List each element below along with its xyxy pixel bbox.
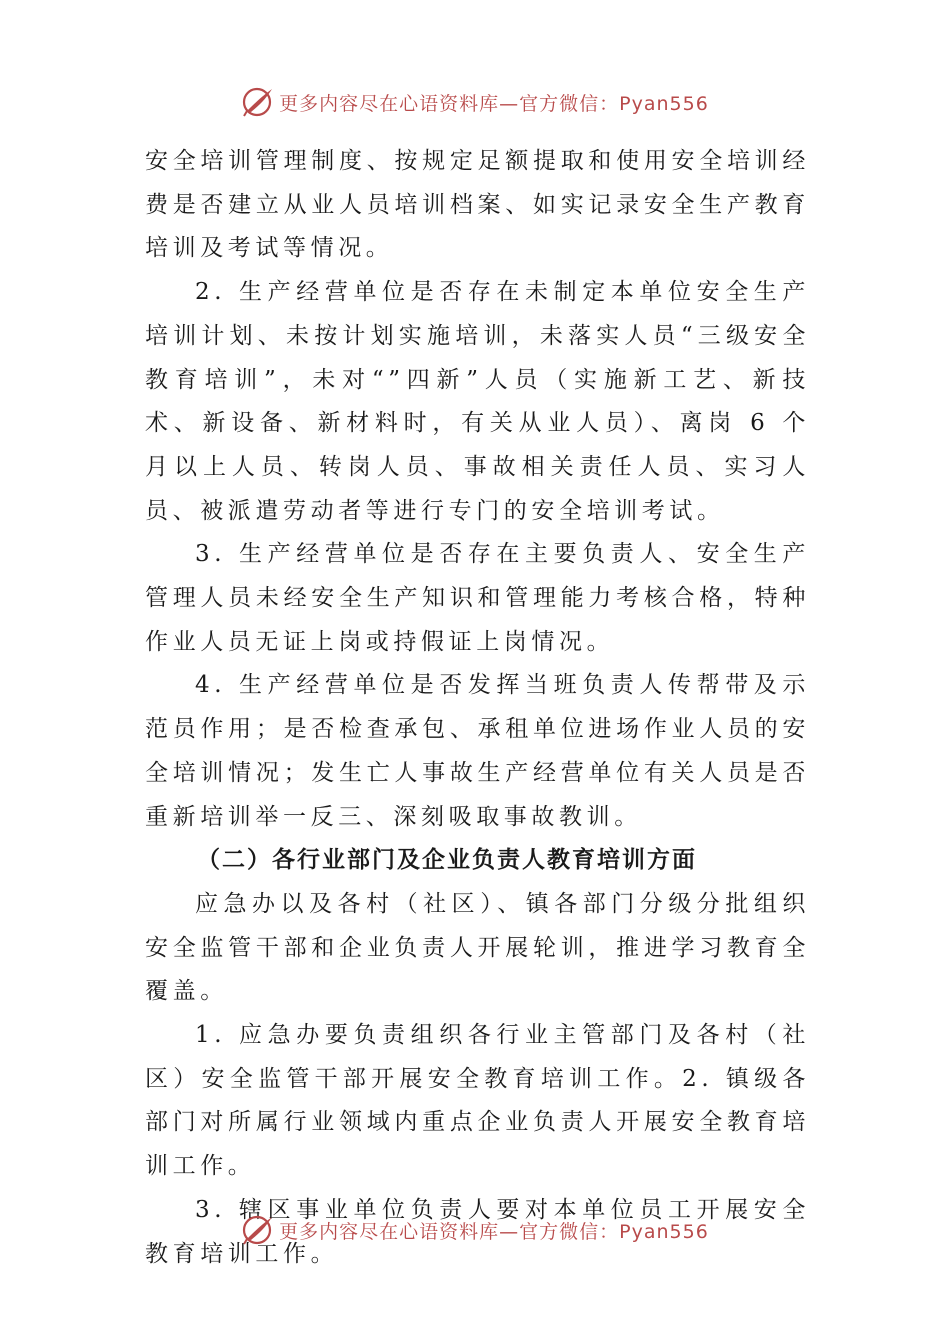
footer-banner [0,1210,950,1250]
paragraph-4: 4. 生产经营单位是否发挥当班负责人传帮带及示范员作用；是否检查承包、承租单位进场作业人员的安全培训情况；发生亡人事故生产经营单位有关人员是否重新培训举一反三、深刻吸取事故教训。 [145,672,810,830]
pen-feather-icon [241,1213,275,1247]
paragraph-1: 安全培训管理制度、按规定足额提取和使用安全培训经费是否建立从业人员培训档案、如实记录安全生产教育培训及考试等情况。 [145,148,810,262]
paragraph-6: 1. 应急办要负责组织各行业主管部门及各村（社区）安全监管干部开展安全教育培训工作。2. 镇级各部门对所属行业领域内重点企业负责人开展安全教育培训工作。 [145,1022,810,1180]
footer-banner-text: 更多内容尽在心语资料库—官方微信：Pyan556 [279,1220,709,1243]
pen-feather-icon [241,85,275,119]
paragraph-7: 3. 辖区事业单位负责人要对本单位员工开展安全教育培训工作。 [145,1196,810,1267]
paragraph-3: 3. 生产经营单位是否存在主要负责人、安全生产管理人员未经安全生产知识和管理能力考核合格，特种作业人员无证上岗或持假证上岗情况。 [145,541,810,655]
paragraph-2: 2. 生产经营单位是否存在未制定本单位安全生产培训计划、未按计划实施培训，未落实人员“三级安全教育培训”，未对“”四新”人员（实施新工艺、新技术、新设备、新材料时，有关从业人员）、离岗 6 个月以上人员、转岗人员、事故相关责任人员、实习人员、被派遣劳动者等进行专门的安全培训考试。 [145,279,810,524]
header-banner [0,82,950,122]
paragraph-5: 应急办以及各村（社区）、镇各部门分级分批组织安全监管干部和企业负责人开展轮训，推进学习教育全覆盖。 [145,890,810,1005]
section-heading: （二）各行业部门及企业负责人教育培训方面 [197,847,697,874]
document-body [145,140,810,1276]
header-banner-text: 更多内容尽在心语资料库—官方微信：Pyan556 [279,92,709,115]
